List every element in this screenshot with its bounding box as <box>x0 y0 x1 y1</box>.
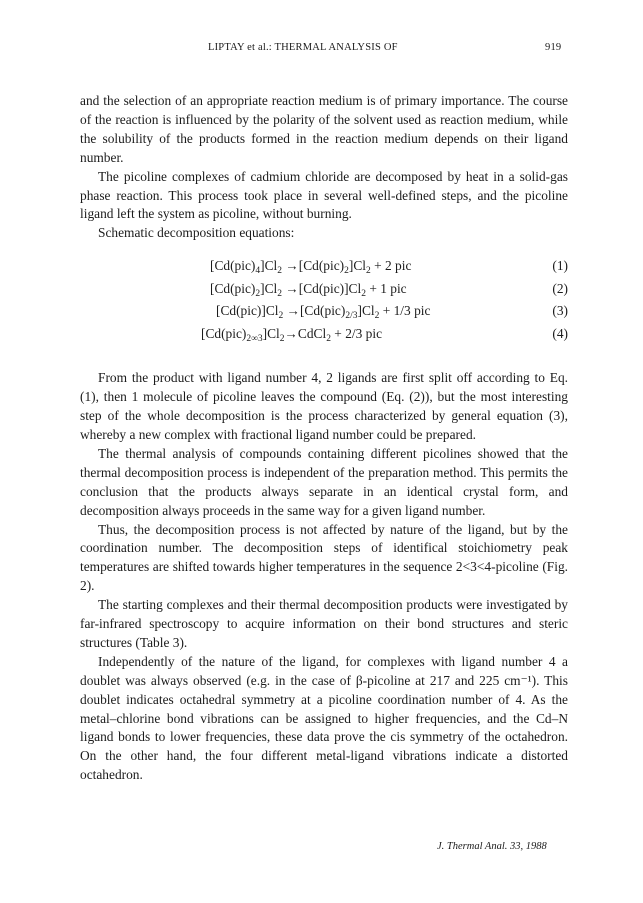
paragraph: Schematic decomposition equations: <box>98 225 295 241</box>
paragraph: The picoline complexes of cadmium chloride are decomposed by heat in a solid-gas phase reaction. This process took place in several well-defined steps, and the picoline ligand left the system as picoline, without burning. <box>80 168 568 222</box>
equation-expression: $[Cd(pic)]Cl_2 \to[Cd(pic)_{2/3}]Cl_2 + 1/3$ pic <box>216 303 431 322</box>
body-text <box>80 92 568 785</box>
equation <box>80 257 568 280</box>
paragraph: Independently of the nature of the ligand, for complexes with ligand number 4 a doublet was always observed (e.g. in the case of β-picoline at 217 and 225 cm⁻¹). This doublet indicates octahedral symmetry at a picoline coordination number of 4. As the metal–chlorine bond vibrations can be assigned to higher frequencies, and the Cd–N ligand bonds to lower frequencies, these data prove the cis symmetry of the octahedron. On the other hand, the four different metal-ligand vibrations indicate a distorted octahedron. <box>80 653 568 783</box>
paragraph: Thus, the decomposition process is not affected by nature of the ligand, but by the coordination number. The decomposition steps of identifical stoichiometry peak temperatures are shifted towards higher temperatures in the sequence 2<3<4-picoline (Fig. 2). <box>80 521 568 594</box>
equation <box>80 280 568 303</box>
paragraph: The thermal analysis of compounds containing different picolines showed that the thermal decomposition process is independent of the preparation method. This permits the conclusion that the products always separate in an identical crystal form, and decomposition always proceeds in the same way for a given ligand number. <box>80 445 568 518</box>
equation-number: (4) <box>552 325 568 341</box>
equation-block <box>80 257 568 347</box>
equation-number: (1) <box>552 258 568 274</box>
page-header <box>0 38 643 58</box>
equation-number: (2) <box>552 280 568 296</box>
paragraph: The starting complexes and their thermal decomposition products were investigated by far-infrared spectroscopy to acquire information on their bond structures and steric structures (Table 3). <box>80 597 568 650</box>
equation-expression: $[Cd(pic)_4]Cl_2 \to[Cd(pic)_2]Cl_2 + 2$ pic <box>210 258 412 277</box>
equation-expression: $[Cd(pic)_{2\infty 3}]Cl_2\to CdCl_2 + 2/3$ pic <box>201 325 383 344</box>
journal-footer: J. Thermal Anal. 33, 1988 <box>437 841 547 852</box>
paragraph: From the product with ligand number 4, 2 ligands are first split off according to Eq. (1), then 1 molecule of picoline leaves the compound (Eq. (2)), but the most interesting step of the whole decomposition is the process characterized by general equation (3), whereby a new complex with fractional ligand number could be prepared. <box>80 370 568 442</box>
page-number: 919 <box>545 42 562 53</box>
equation <box>80 302 568 325</box>
equation <box>80 325 568 348</box>
equation-expression: $[Cd(pic)_2]Cl_2 \to[Cd(pic)]Cl_2 + 1$ pic <box>210 280 407 299</box>
equation-number: (3) <box>552 303 568 319</box>
running-title: LIPTAY et al.: THERMAL ANALYSIS OF <box>208 42 398 53</box>
paragraph: and the selection of an appropriate reaction medium is of primary importance. The course of the reaction is influenced by the polarity of the solvent used as reaction medium, while the solubility of the products formed in the reaction medium depends on their ligand number. <box>80 93 568 165</box>
